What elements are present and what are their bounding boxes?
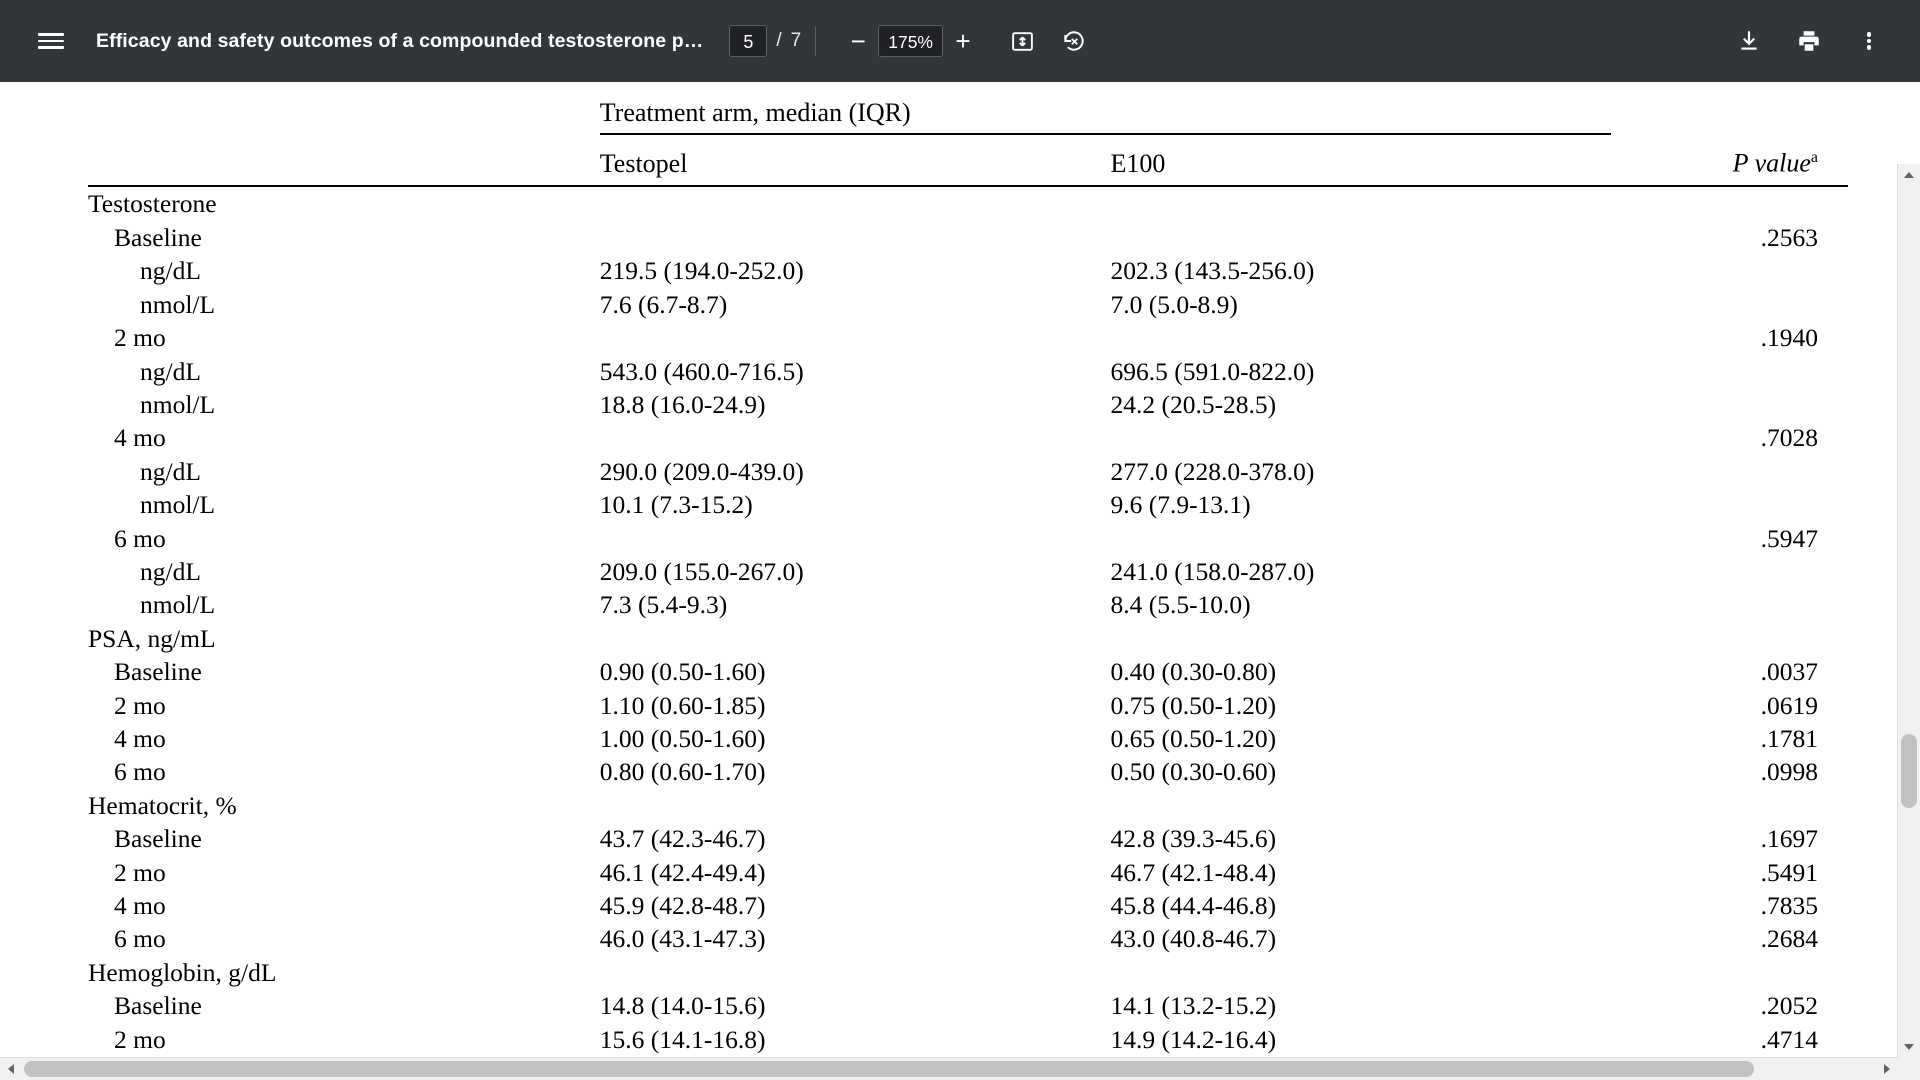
row-value-testopel: 0.80 (0.60-1.70) bbox=[599, 757, 766, 787]
table-row bbox=[88, 956, 1848, 989]
row-value-testopel: 15.6 (14.1-16.8) bbox=[599, 1024, 766, 1054]
row-label: 6 mo bbox=[114, 924, 166, 954]
row-value-testopel bbox=[600, 221, 1111, 254]
row-value-testopel bbox=[600, 522, 1111, 555]
table-row bbox=[88, 421, 1848, 454]
row-value-pvalue bbox=[1611, 622, 1848, 655]
row-value-testopel: 1.00 (0.50-1.60) bbox=[599, 723, 766, 753]
row-value-e100 bbox=[1110, 522, 1611, 555]
table-row bbox=[88, 722, 1848, 755]
table-row bbox=[88, 789, 1848, 822]
row-value-pvalue: .5947 bbox=[1760, 523, 1818, 553]
row-value-testopel: 219.5 (194.0-252.0) bbox=[599, 256, 804, 286]
download-icon[interactable] bbox=[1726, 18, 1772, 64]
horizontal-scrollbar[interactable] bbox=[0, 1057, 1898, 1080]
row-value-pvalue: .7835 bbox=[1760, 891, 1818, 920]
pdf-toolbar bbox=[0, 0, 1920, 82]
hamburger-menu-icon[interactable] bbox=[28, 18, 74, 64]
row-value-pvalue bbox=[1611, 555, 1848, 588]
row-value-testopel: 10.1 (7.3-15.2) bbox=[599, 490, 753, 520]
row-value-e100: 0.65 (0.50-1.20) bbox=[1110, 723, 1277, 753]
row-value-pvalue: .0619 bbox=[1760, 690, 1818, 720]
row-value-pvalue: .5491 bbox=[1760, 857, 1818, 887]
row-value-pvalue bbox=[1611, 455, 1848, 488]
table-row bbox=[88, 221, 1848, 254]
table-row bbox=[88, 588, 1848, 621]
row-label: 6 mo bbox=[114, 523, 166, 553]
zoom-controls bbox=[838, 21, 983, 61]
row-label: Hemoglobin, g/dL bbox=[88, 957, 277, 987]
print-icon[interactable] bbox=[1786, 18, 1832, 64]
row-label: nmol/L bbox=[140, 590, 216, 620]
row-value-pvalue: .0037 bbox=[1760, 657, 1818, 687]
row-label: 4 mo bbox=[114, 423, 166, 453]
row-value-e100: 696.5 (591.0-822.0) bbox=[1110, 356, 1315, 386]
column-header-e100: E100 bbox=[1110, 149, 1166, 179]
vertical-scrollbar[interactable] bbox=[1897, 164, 1920, 1058]
row-value-e100: 7.0 (5.0-8.9) bbox=[1110, 289, 1238, 319]
zoom-in-button[interactable]: + bbox=[955, 26, 971, 56]
row-value-testopel bbox=[600, 421, 1111, 454]
scroll-left-arrow-icon[interactable] bbox=[0, 1058, 22, 1080]
table-row bbox=[88, 822, 1848, 855]
row-value-pvalue bbox=[1611, 186, 1848, 220]
more-options-icon[interactable] bbox=[1846, 18, 1892, 64]
row-value-e100: 241.0 (158.0-287.0) bbox=[1110, 556, 1315, 586]
row-value-testopel: 7.3 (5.4-9.3) bbox=[599, 590, 728, 620]
results-table bbox=[88, 82, 1848, 1056]
page-title: Efficacy and safety outcomes of a compounded testosterone p… bbox=[96, 29, 704, 52]
document-scroll-area[interactable] bbox=[0, 82, 1920, 1080]
row-label: nmol/L bbox=[140, 490, 216, 520]
table-row bbox=[88, 455, 1848, 488]
row-label: 2 mo bbox=[114, 690, 166, 720]
row-label: ng/dL bbox=[140, 356, 201, 386]
row-value-testopel: 7.6 (6.7-8.7) bbox=[599, 289, 728, 319]
row-value-e100 bbox=[1110, 186, 1611, 220]
row-value-testopel: 46.1 (42.4-49.4) bbox=[599, 857, 766, 887]
row-value-e100 bbox=[1110, 321, 1611, 354]
row-value-e100: 0.40 (0.30-0.80) bbox=[1110, 657, 1277, 687]
scroll-right-arrow-icon[interactable] bbox=[1876, 1058, 1898, 1080]
row-value-testopel: 18.8 (16.0-24.9) bbox=[599, 389, 766, 419]
row-label: Baseline bbox=[114, 824, 202, 854]
row-value-testopel: 46.0 (43.1-47.3) bbox=[599, 924, 766, 954]
table-row bbox=[88, 1023, 1848, 1056]
table-column-header-row bbox=[88, 134, 1848, 180]
row-value-testopel bbox=[600, 956, 1111, 989]
row-value-pvalue: .4714 bbox=[1760, 1024, 1818, 1054]
row-label: 6 mo bbox=[114, 757, 166, 787]
row-label: 4 mo bbox=[114, 723, 166, 753]
row-value-e100: 42.8 (39.3-45.6) bbox=[1110, 824, 1277, 854]
scrollbar-corner bbox=[1898, 1058, 1920, 1080]
table-row bbox=[88, 655, 1848, 688]
row-value-pvalue bbox=[1611, 488, 1848, 521]
row-value-e100 bbox=[1110, 789, 1611, 822]
row-value-e100: 14.1 (13.2-15.2) bbox=[1110, 991, 1277, 1021]
row-value-pvalue: .2563 bbox=[1760, 222, 1818, 252]
horizontal-scroll-thumb[interactable] bbox=[24, 1061, 1754, 1077]
row-value-testopel bbox=[600, 321, 1111, 354]
row-value-e100: 14.9 (14.2-16.4) bbox=[1110, 1024, 1277, 1054]
page-separator: / bbox=[776, 30, 782, 51]
span-header-treatment-arm: Treatment arm, median (IQR) bbox=[600, 96, 1611, 134]
toolbar-right-actions bbox=[1726, 18, 1892, 64]
column-header-testopel: Testopel bbox=[599, 149, 688, 179]
table-row bbox=[88, 622, 1848, 655]
rotate-icon[interactable] bbox=[1051, 18, 1097, 64]
column-header-label bbox=[88, 134, 600, 180]
fit-to-page-icon[interactable] bbox=[999, 18, 1045, 64]
row-value-testopel bbox=[600, 789, 1111, 822]
row-value-e100: 8.4 (5.5-10.0) bbox=[1110, 590, 1251, 620]
row-value-pvalue: .2052 bbox=[1760, 991, 1818, 1021]
row-value-testopel bbox=[600, 186, 1111, 220]
table-row bbox=[88, 689, 1848, 722]
pvalue-footnote-marker: a bbox=[1810, 149, 1818, 167]
row-value-e100: 9.6 (7.9-13.1) bbox=[1110, 490, 1251, 520]
row-value-pvalue: .0998 bbox=[1760, 757, 1818, 787]
column-header-pvalue bbox=[1611, 134, 1848, 180]
row-label: ng/dL bbox=[140, 456, 201, 486]
span-header-blank bbox=[88, 96, 600, 134]
table-row bbox=[88, 186, 1848, 220]
row-label: PSA, ng/mL bbox=[88, 623, 216, 653]
row-value-testopel: 0.90 (0.50-1.60) bbox=[599, 657, 766, 687]
row-value-pvalue bbox=[1611, 254, 1848, 287]
table-row bbox=[88, 889, 1848, 922]
row-value-testopel: 290.0 (209.0-439.0) bbox=[599, 456, 804, 486]
row-value-pvalue: .1697 bbox=[1760, 824, 1818, 854]
table-span-header-row bbox=[88, 96, 1848, 134]
row-value-pvalue bbox=[1611, 956, 1848, 989]
row-label: 4 mo bbox=[114, 891, 166, 920]
row-value-e100: 45.8 (44.4-46.8) bbox=[1110, 891, 1277, 920]
row-value-pvalue: .1781 bbox=[1760, 723, 1818, 753]
row-value-e100: 202.3 (143.5-256.0) bbox=[1110, 256, 1315, 286]
row-label: Baseline bbox=[114, 991, 202, 1021]
row-value-e100 bbox=[1110, 421, 1611, 454]
row-label: 2 mo bbox=[114, 323, 166, 353]
row-value-e100: 46.7 (42.1-48.4) bbox=[1110, 857, 1277, 887]
table-row bbox=[88, 922, 1848, 955]
zoom-out-button[interactable]: − bbox=[850, 26, 866, 56]
span-header-blank-right bbox=[1611, 96, 1848, 134]
table-row bbox=[88, 321, 1848, 354]
row-value-pvalue bbox=[1611, 588, 1848, 621]
row-label: ng/dL bbox=[140, 256, 201, 286]
row-value-e100: 0.75 (0.50-1.20) bbox=[1110, 690, 1277, 720]
table-row bbox=[88, 522, 1848, 555]
page-count: 7 bbox=[790, 30, 802, 51]
row-value-testopel: 1.10 (0.60-1.85) bbox=[599, 690, 766, 720]
row-value-pvalue bbox=[1611, 288, 1848, 321]
table-row bbox=[88, 288, 1848, 321]
table-row bbox=[88, 355, 1848, 388]
row-value-testopel: 43.7 (42.3-46.7) bbox=[599, 824, 766, 854]
row-value-pvalue bbox=[1611, 388, 1848, 421]
row-label: Testosterone bbox=[88, 189, 217, 219]
table-row bbox=[88, 254, 1848, 287]
page-controls bbox=[729, 25, 801, 57]
vertical-scroll-thumb[interactable] bbox=[1901, 734, 1917, 808]
row-value-pvalue: .2684 bbox=[1760, 924, 1818, 954]
row-label: Hematocrit, % bbox=[88, 790, 237, 820]
row-label: ng/dL bbox=[140, 556, 201, 586]
row-label: nmol/L bbox=[140, 289, 216, 319]
row-label: Baseline bbox=[114, 657, 202, 687]
table-row bbox=[88, 989, 1848, 1022]
row-value-pvalue: .1940 bbox=[1760, 323, 1818, 353]
row-value-e100: 43.0 (40.8-46.7) bbox=[1110, 924, 1277, 954]
row-value-testopel: 14.8 (14.0-15.6) bbox=[599, 991, 766, 1021]
row-value-e100 bbox=[1110, 622, 1611, 655]
row-value-e100: 0.50 (0.30-0.60) bbox=[1110, 757, 1277, 787]
table-row bbox=[88, 488, 1848, 521]
table-row bbox=[88, 856, 1848, 889]
pvalue-italic: P value bbox=[1732, 149, 1811, 179]
row-value-testopel: 45.9 (42.8-48.7) bbox=[599, 891, 766, 920]
zoom-level[interactable]: 175% bbox=[878, 25, 943, 57]
row-value-e100 bbox=[1110, 956, 1611, 989]
row-value-pvalue bbox=[1611, 789, 1848, 822]
row-value-testopel bbox=[600, 622, 1111, 655]
row-value-pvalue: .7028 bbox=[1760, 423, 1818, 453]
row-value-testopel: 209.0 (155.0-267.0) bbox=[599, 556, 804, 586]
scroll-up-arrow-icon[interactable] bbox=[1898, 164, 1920, 186]
row-label: 2 mo bbox=[114, 857, 166, 887]
row-value-e100: 277.0 (228.0-378.0) bbox=[1110, 456, 1315, 486]
row-value-pvalue bbox=[1611, 355, 1848, 388]
row-value-e100 bbox=[1110, 221, 1611, 254]
table-row bbox=[88, 555, 1848, 588]
pdf-page bbox=[0, 82, 1898, 1062]
table-row bbox=[88, 388, 1848, 421]
row-label: Baseline bbox=[114, 222, 202, 252]
scroll-down-arrow-icon[interactable] bbox=[1898, 1036, 1920, 1058]
table-row bbox=[88, 755, 1848, 788]
table-top-spacer bbox=[88, 82, 1848, 96]
toolbar-divider bbox=[815, 26, 816, 56]
row-value-testopel: 543.0 (460.0-716.5) bbox=[599, 356, 804, 386]
row-value-e100: 24.2 (20.5-28.5) bbox=[1110, 389, 1277, 419]
row-label: 2 mo bbox=[114, 1024, 166, 1054]
page-number-input[interactable]: 5 bbox=[729, 25, 767, 57]
row-label: nmol/L bbox=[140, 389, 216, 419]
